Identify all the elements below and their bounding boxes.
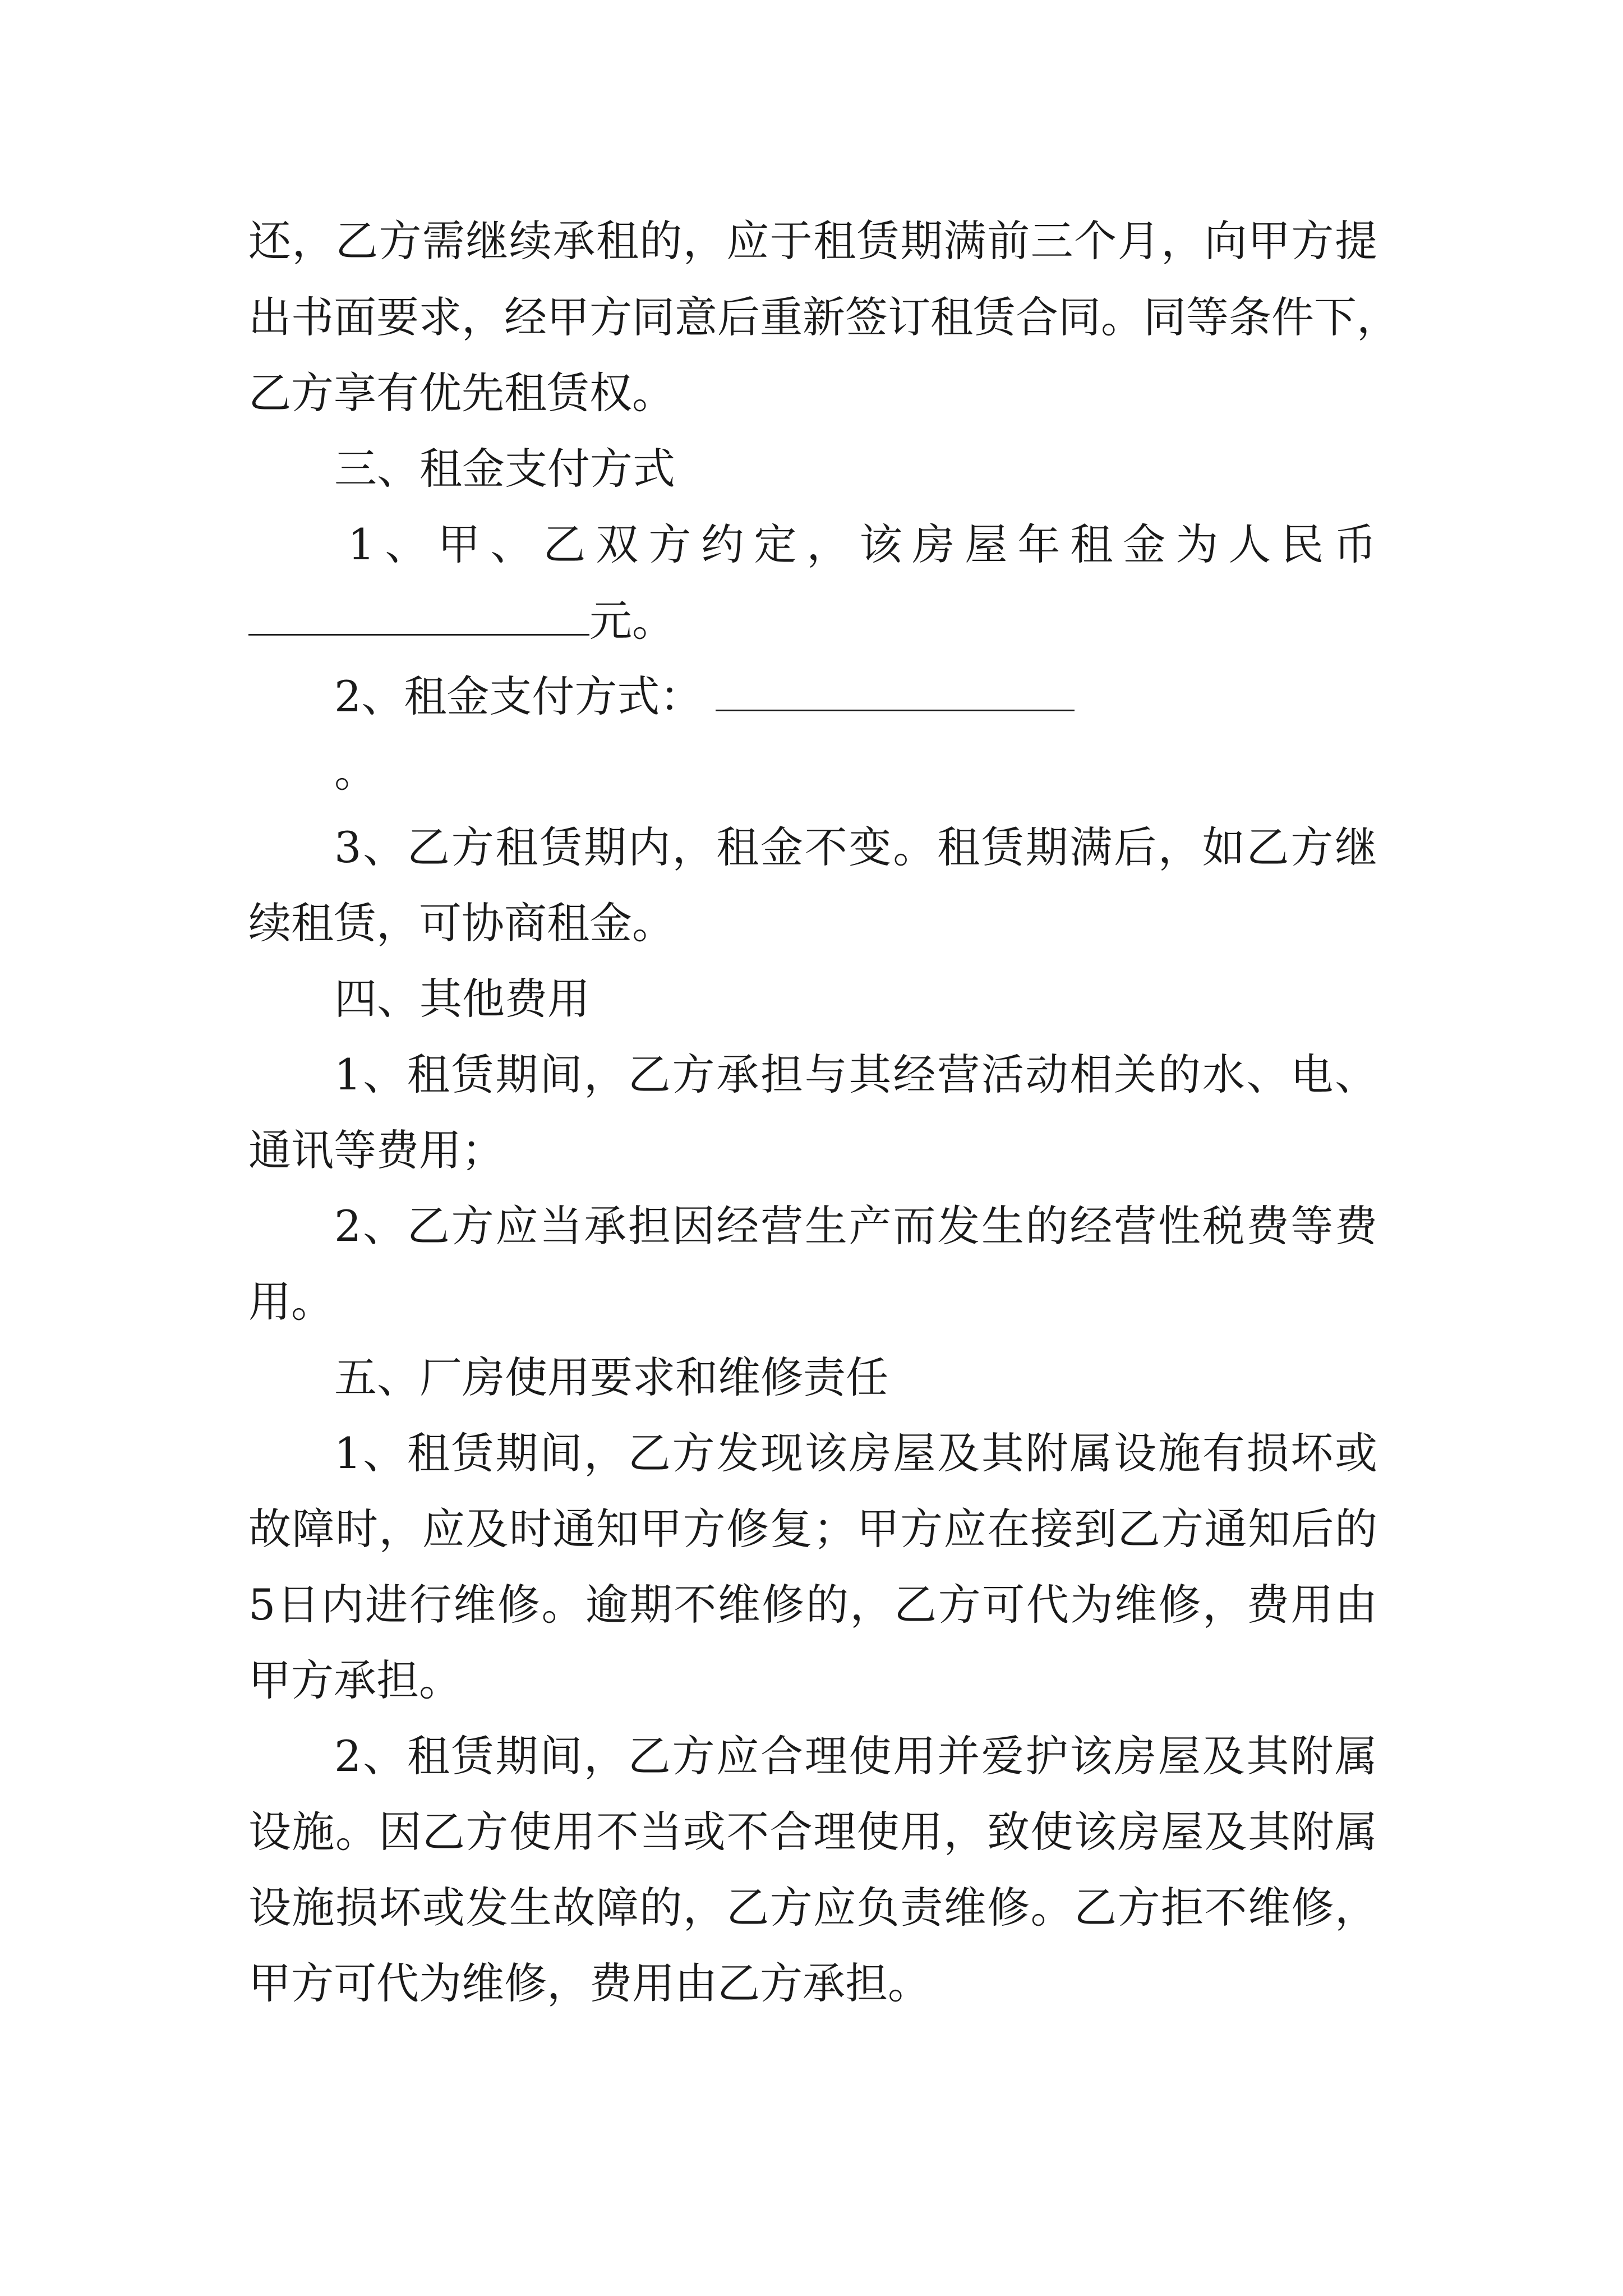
section-heading: 五、厂房使用要求和维修责任 bbox=[334, 1352, 888, 1402]
paragraph-line: 甲方可代为维修，费用由乙方承担。 bbox=[248, 1958, 930, 2008]
paragraph-line: 还，乙方需继续承租的，应于租赁期满前三个月，向甲方提 bbox=[248, 216, 1377, 266]
paragraph-line: 2、乙方应当承担因经营生产而发生的经营性税费等费 bbox=[334, 1201, 1377, 1251]
blank-suffix: 元。 bbox=[589, 596, 675, 646]
paragraph-line: 设施损坏或发生故障的，乙方应负责维修。乙方拒不维修， bbox=[248, 1883, 1377, 1932]
section-heading: 三、租金支付方式 bbox=[334, 444, 675, 494]
paragraph-line: 故障时，应及时通知甲方修复；甲方应在接到乙方通知后的 bbox=[248, 1504, 1377, 1554]
fill-in-blank bbox=[248, 593, 589, 636]
paragraph-line: 设施。因乙方使用不当或不合理使用，致使该房屋及其附属 bbox=[248, 1807, 1377, 1857]
payment-method-label: 2、租金支付方式： bbox=[334, 671, 703, 722]
paragraph-line: 通讯等费用； bbox=[248, 1125, 504, 1175]
paragraph-line: 3、乙方租赁期内，租金不变。租赁期满后，如乙方继 bbox=[334, 822, 1377, 872]
paragraph-line: 。 bbox=[334, 747, 377, 797]
paragraph-line: 用。 bbox=[248, 1277, 334, 1327]
fill-in-blank bbox=[716, 669, 1075, 711]
paragraph-line: 2、租赁期间，乙方应合理使用并爱护该房屋及其附属 bbox=[334, 1731, 1377, 1781]
paragraph-line bbox=[248, 593, 675, 647]
paragraph-line: 1、租赁期间，乙方发现该房屋及其附属设施有损坏或 bbox=[334, 1428, 1377, 1478]
paragraph-line: 续租赁，可协商租金。 bbox=[248, 898, 675, 948]
paragraph-line: 1、甲、乙双方约定，该房屋年租金为人民币 bbox=[348, 519, 1387, 569]
paragraph-line: 5日内进行维修。逾期不维修的，乙方可代为维修，费用由 bbox=[248, 1580, 1377, 1630]
section-heading: 四、其他费用 bbox=[334, 974, 590, 1024]
paragraph-line: 乙方享有优先租赁权。 bbox=[248, 368, 675, 418]
paragraph-line bbox=[334, 669, 1075, 723]
paragraph-line: 甲方承担。 bbox=[248, 1655, 462, 1705]
paragraph-line: 出书面要求，经甲方同意后重新签订租赁合同。同等条件下， bbox=[248, 292, 1399, 342]
paragraph-line: 1、租赁期间，乙方承担与其经营活动相关的水、电、 bbox=[334, 1050, 1377, 1099]
